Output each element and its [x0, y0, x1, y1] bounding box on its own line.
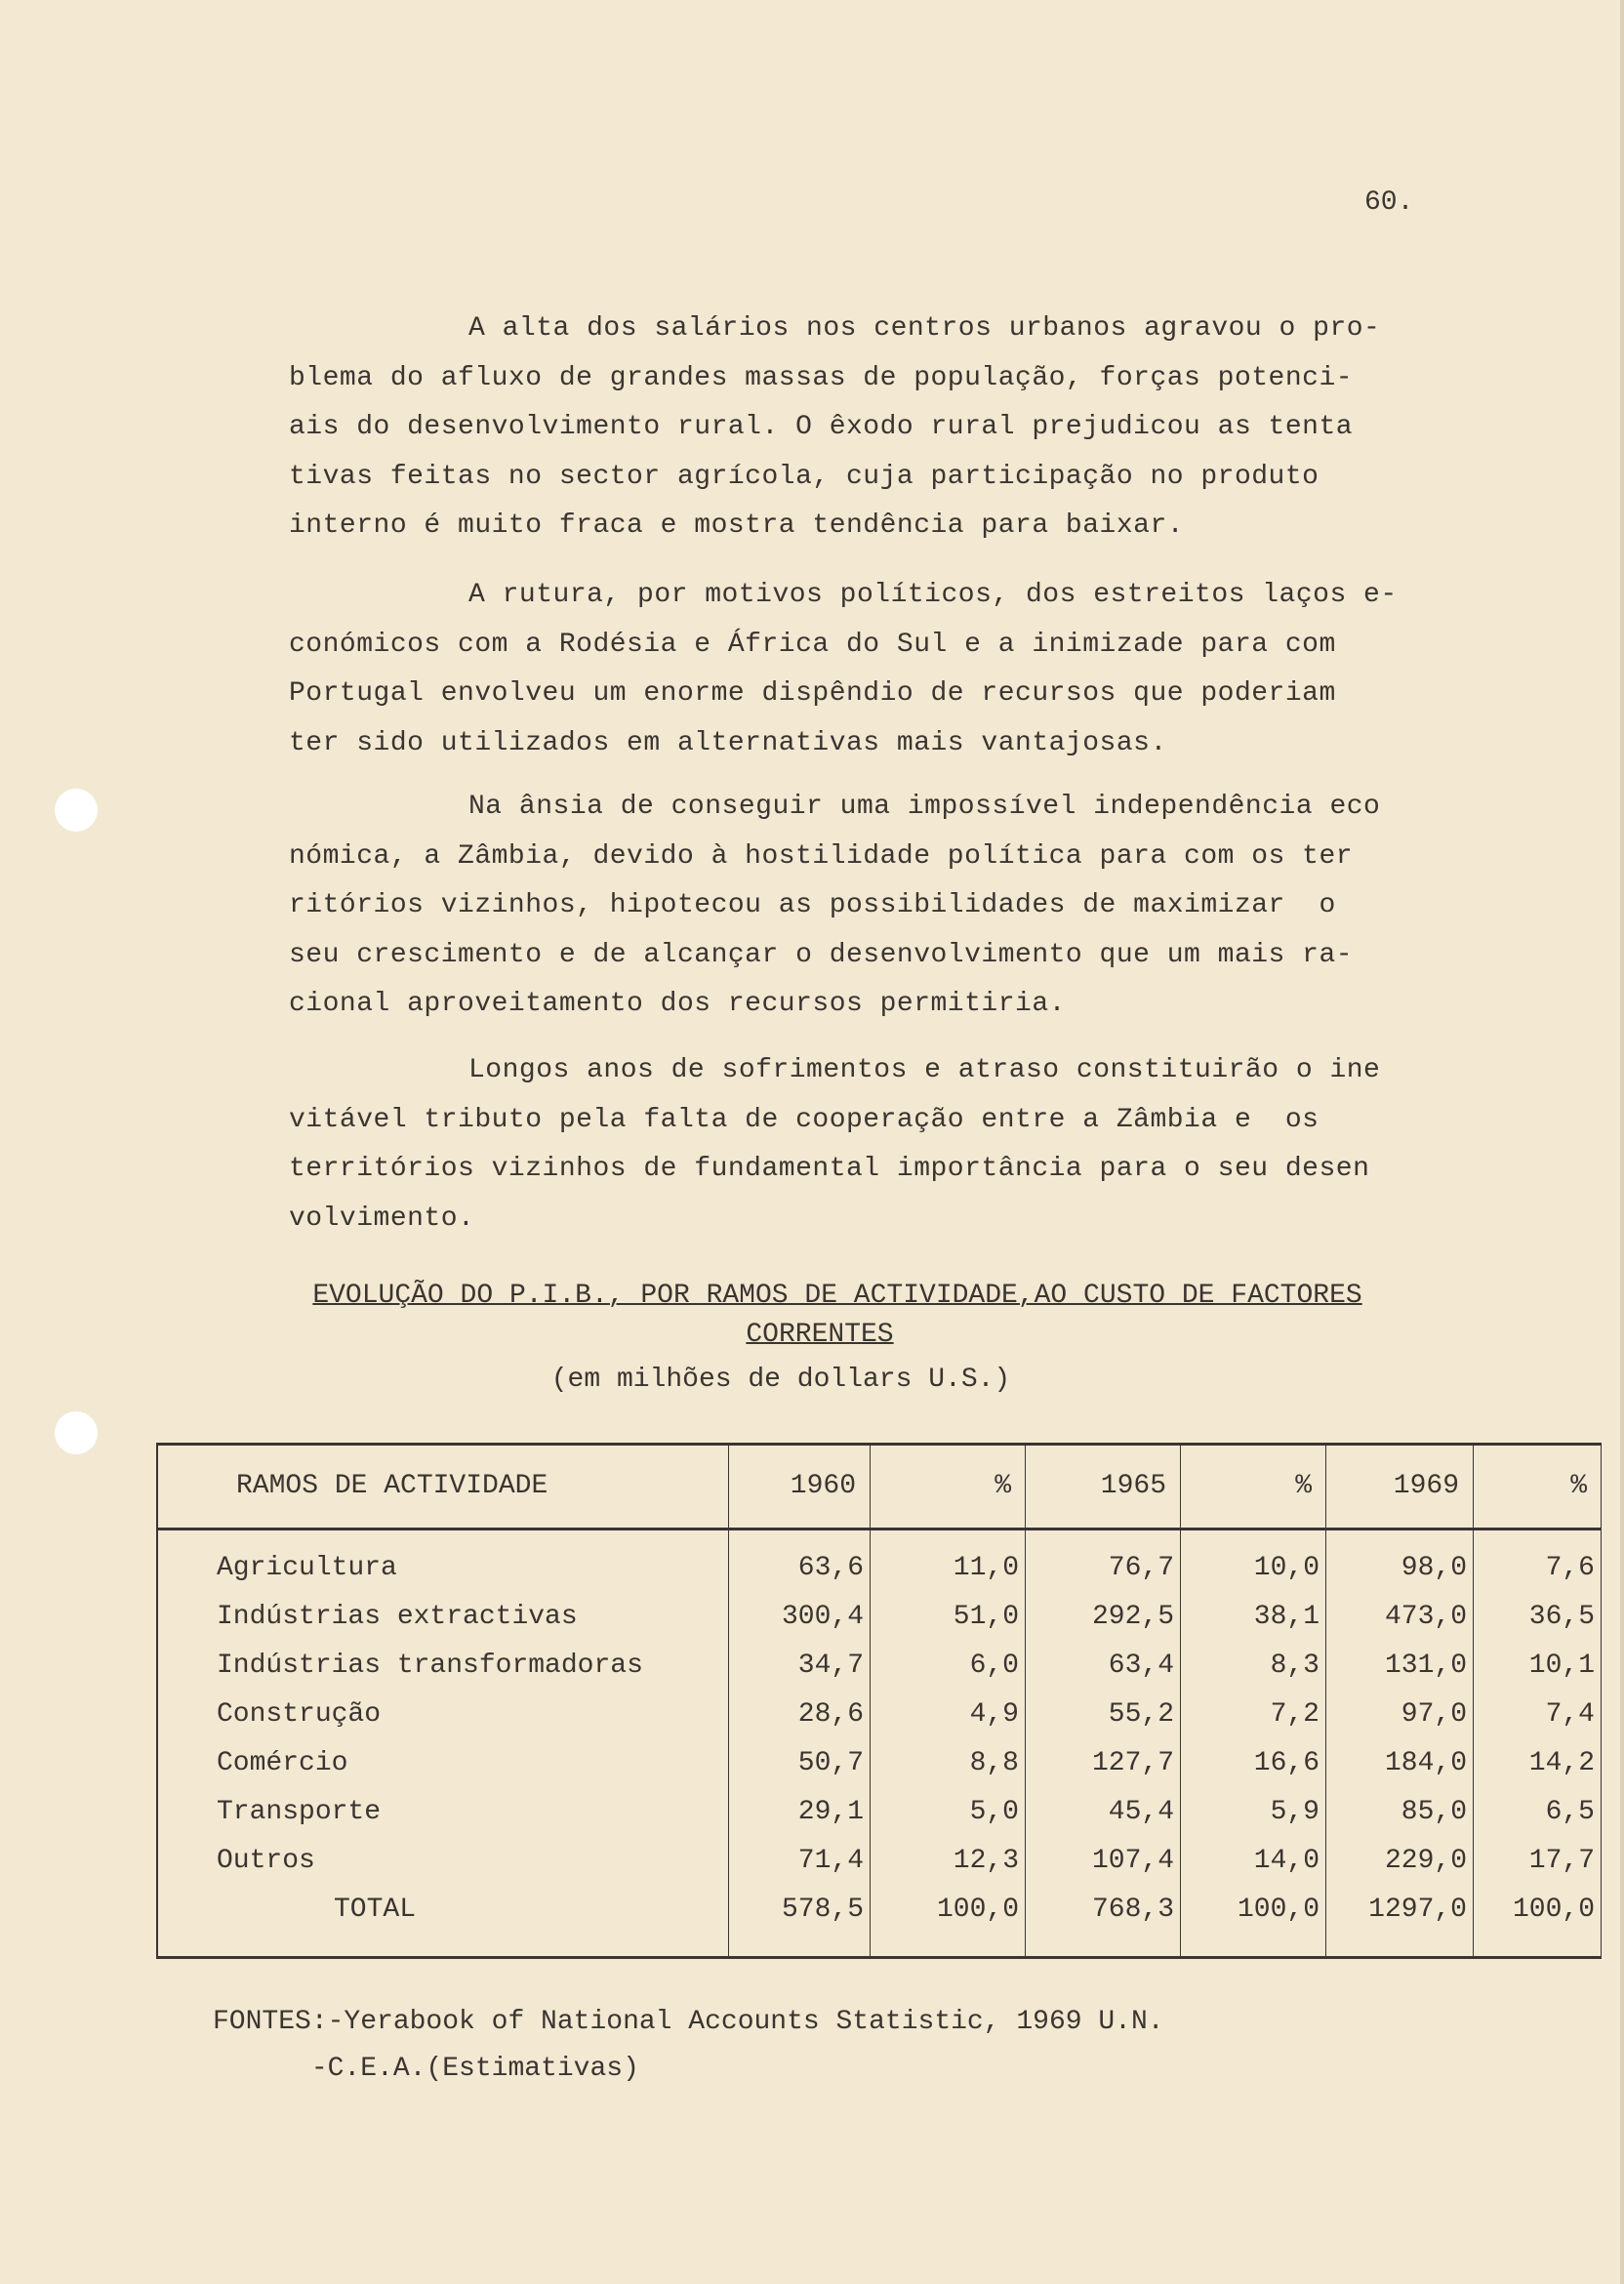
- paragraph-4: [289, 1046, 1558, 1244]
- value-cell: 100,0: [871, 1886, 1026, 1958]
- value-cell: 16,6: [1181, 1739, 1326, 1788]
- text-line: conómicos com a Rodésia e África do Sul e a inimizade para com: [289, 629, 1336, 660]
- value-cell: 85,0: [1326, 1788, 1474, 1837]
- value-cell: 14,0: [1181, 1837, 1326, 1886]
- value-cell: 7,6: [1474, 1529, 1602, 1594]
- value-cell: 4,9: [871, 1691, 1026, 1739]
- value-cell: 107,4: [1026, 1837, 1181, 1886]
- value-cell: 8,8: [871, 1739, 1026, 1788]
- sources: [213, 1999, 1164, 2093]
- value-cell: 473,0: [1326, 1593, 1474, 1642]
- value-cell: 5,0: [871, 1788, 1026, 1837]
- text-line: seu crescimento e de alcançar o desenvolvimento que um mais ra-: [289, 939, 1354, 970]
- table-title-line-2-text: CORRENTES: [746, 1320, 894, 1350]
- punch-hole: [55, 789, 98, 832]
- header-1960: 1960: [729, 1445, 871, 1529]
- paragraph-1: [289, 305, 1558, 551]
- table-row: [157, 1529, 1602, 1594]
- source-line: FONTES:-Yerabook of National Accounts Statistic, 1969 U.N.: [213, 2007, 1164, 2037]
- table-unit: (em milhões de dollars U.S.): [550, 1365, 1011, 1395]
- header-1969: 1969: [1326, 1445, 1474, 1529]
- table-row: [157, 1739, 1602, 1788]
- source-line: -C.E.A.(Estimativas): [213, 2054, 639, 2084]
- value-cell: 578,5: [729, 1886, 871, 1958]
- value-cell: 10,1: [1474, 1642, 1602, 1691]
- value-cell: 17,7: [1474, 1837, 1602, 1886]
- value-cell: 10,0: [1181, 1529, 1326, 1594]
- table-row: [157, 1788, 1602, 1837]
- value-cell: 292,5: [1026, 1593, 1181, 1642]
- text-line: Portugal envolveu um enorme dispêndio de recursos que poderiam: [289, 678, 1336, 709]
- value-cell: 127,7: [1026, 1739, 1181, 1788]
- value-cell: 63,4: [1026, 1642, 1181, 1691]
- paragraph-3: [289, 783, 1558, 1030]
- value-cell: 300,4: [729, 1593, 871, 1642]
- sector-cell: Comércio: [157, 1739, 729, 1788]
- value-cell: 768,3: [1026, 1886, 1181, 1958]
- value-cell: 12,3: [871, 1837, 1026, 1886]
- value-cell: 50,7: [729, 1739, 871, 1788]
- page-number: 60.: [1364, 187, 1414, 218]
- text-line: territórios vizinhos de fundamental importância para o seu desen: [289, 1154, 1370, 1184]
- value-cell: 7,2: [1181, 1691, 1326, 1739]
- table-row: [157, 1642, 1602, 1691]
- value-cell: 28,6: [729, 1691, 871, 1739]
- text-line: Na ânsia de conseguir uma impossível independência eco: [468, 792, 1381, 822]
- value-cell: 55,2: [1026, 1691, 1181, 1739]
- text-line: Longos anos de sofrimentos e atraso constituirão o ine: [468, 1055, 1381, 1085]
- sector-cell: Construção: [157, 1691, 729, 1739]
- sector-cell: Indústrias extractivas: [157, 1593, 729, 1642]
- sector-cell: Outros: [157, 1837, 729, 1886]
- value-cell: 71,4: [729, 1837, 871, 1886]
- value-cell: 98,0: [1326, 1529, 1474, 1594]
- table-title: [203, 1281, 1472, 1312]
- table-header-row: [157, 1445, 1602, 1529]
- sector-cell: TOTAL: [157, 1886, 729, 1958]
- sector-cell: Agricultura: [157, 1529, 729, 1594]
- text-line: nómica, a Zâmbia, devido à hostilidade política para com os ter: [289, 840, 1354, 872]
- value-cell: 7,4: [1474, 1691, 1602, 1739]
- table-title-line-2: [586, 1320, 1054, 1351]
- table-row: [157, 1691, 1602, 1739]
- punch-hole: [55, 1411, 98, 1454]
- value-cell: 6,0: [871, 1642, 1026, 1691]
- value-cell: 100,0: [1474, 1886, 1602, 1958]
- value-cell: 45,4: [1026, 1788, 1181, 1837]
- page-edge: [1620, 0, 1624, 2284]
- table-total-row: [157, 1886, 1602, 1958]
- value-cell: 51,0: [871, 1593, 1026, 1642]
- text-line: interno é muito fraca e mostra tendência para baixar.: [289, 510, 1185, 541]
- header-pct: %: [1474, 1445, 1602, 1529]
- value-cell: 184,0: [1326, 1739, 1474, 1788]
- text-line: A rutura, por motivos políticos, dos estreitos laços e-: [468, 580, 1398, 610]
- text-line: ais do desenvolvimento rural. O êxodo rural prejudicou as tenta: [289, 412, 1354, 442]
- value-cell: 14,2: [1474, 1739, 1602, 1788]
- value-cell: 8,3: [1181, 1642, 1326, 1691]
- text-line: A alta dos salários nos centros urbanos agravou o pro-: [468, 313, 1381, 344]
- value-cell: 6,5: [1474, 1788, 1602, 1837]
- value-cell: 97,0: [1326, 1691, 1474, 1739]
- text-line: tivas feitas no sector agrícola, cuja participação no produto: [289, 461, 1320, 492]
- value-cell: 1297,0: [1326, 1886, 1474, 1958]
- value-cell: 100,0: [1181, 1886, 1326, 1958]
- header-sector: RAMOS DE ACTIVIDADE: [157, 1445, 729, 1529]
- table-row: [157, 1593, 1602, 1642]
- text-line: ritórios vizinhos, hipotecou as possibilidades de maximizar o: [289, 890, 1336, 920]
- gdp-table: [156, 1443, 1602, 1959]
- value-cell: 63,6: [729, 1529, 871, 1594]
- header-pct: %: [1181, 1445, 1326, 1529]
- table-row: [157, 1837, 1602, 1886]
- paragraph-2: [289, 571, 1558, 768]
- table-title-line-1: EVOLUÇÃO DO P.I.B., POR RAMOS DE ACTIVIDADE,AO CUSTO DE FACTORES: [312, 1281, 1362, 1311]
- text-line: vitável tributo pela falta de cooperação entre a Zâmbia e os: [289, 1104, 1320, 1135]
- header-pct: %: [871, 1445, 1026, 1529]
- header-1965: 1965: [1026, 1445, 1181, 1529]
- value-cell: 229,0: [1326, 1837, 1474, 1886]
- value-cell: 38,1: [1181, 1593, 1326, 1642]
- sector-cell: Indústrias transformadoras: [157, 1642, 729, 1691]
- sector-cell: Transporte: [157, 1788, 729, 1837]
- value-cell: 34,7: [729, 1642, 871, 1691]
- text-line: ter sido utilizados em alternativas mais vantajosas.: [289, 727, 1167, 758]
- text-line: volvimento.: [289, 1203, 475, 1234]
- value-cell: 5,9: [1181, 1788, 1326, 1837]
- value-cell: 76,7: [1026, 1529, 1181, 1594]
- value-cell: 131,0: [1326, 1642, 1474, 1691]
- text-line: cional aproveitamento dos recursos permitiria.: [289, 989, 1066, 1019]
- value-cell: 36,5: [1474, 1593, 1602, 1642]
- value-cell: 29,1: [729, 1788, 871, 1837]
- value-cell: 11,0: [871, 1529, 1026, 1594]
- text-line: blema do afluxo de grandes massas de população, forças potenci-: [289, 362, 1354, 393]
